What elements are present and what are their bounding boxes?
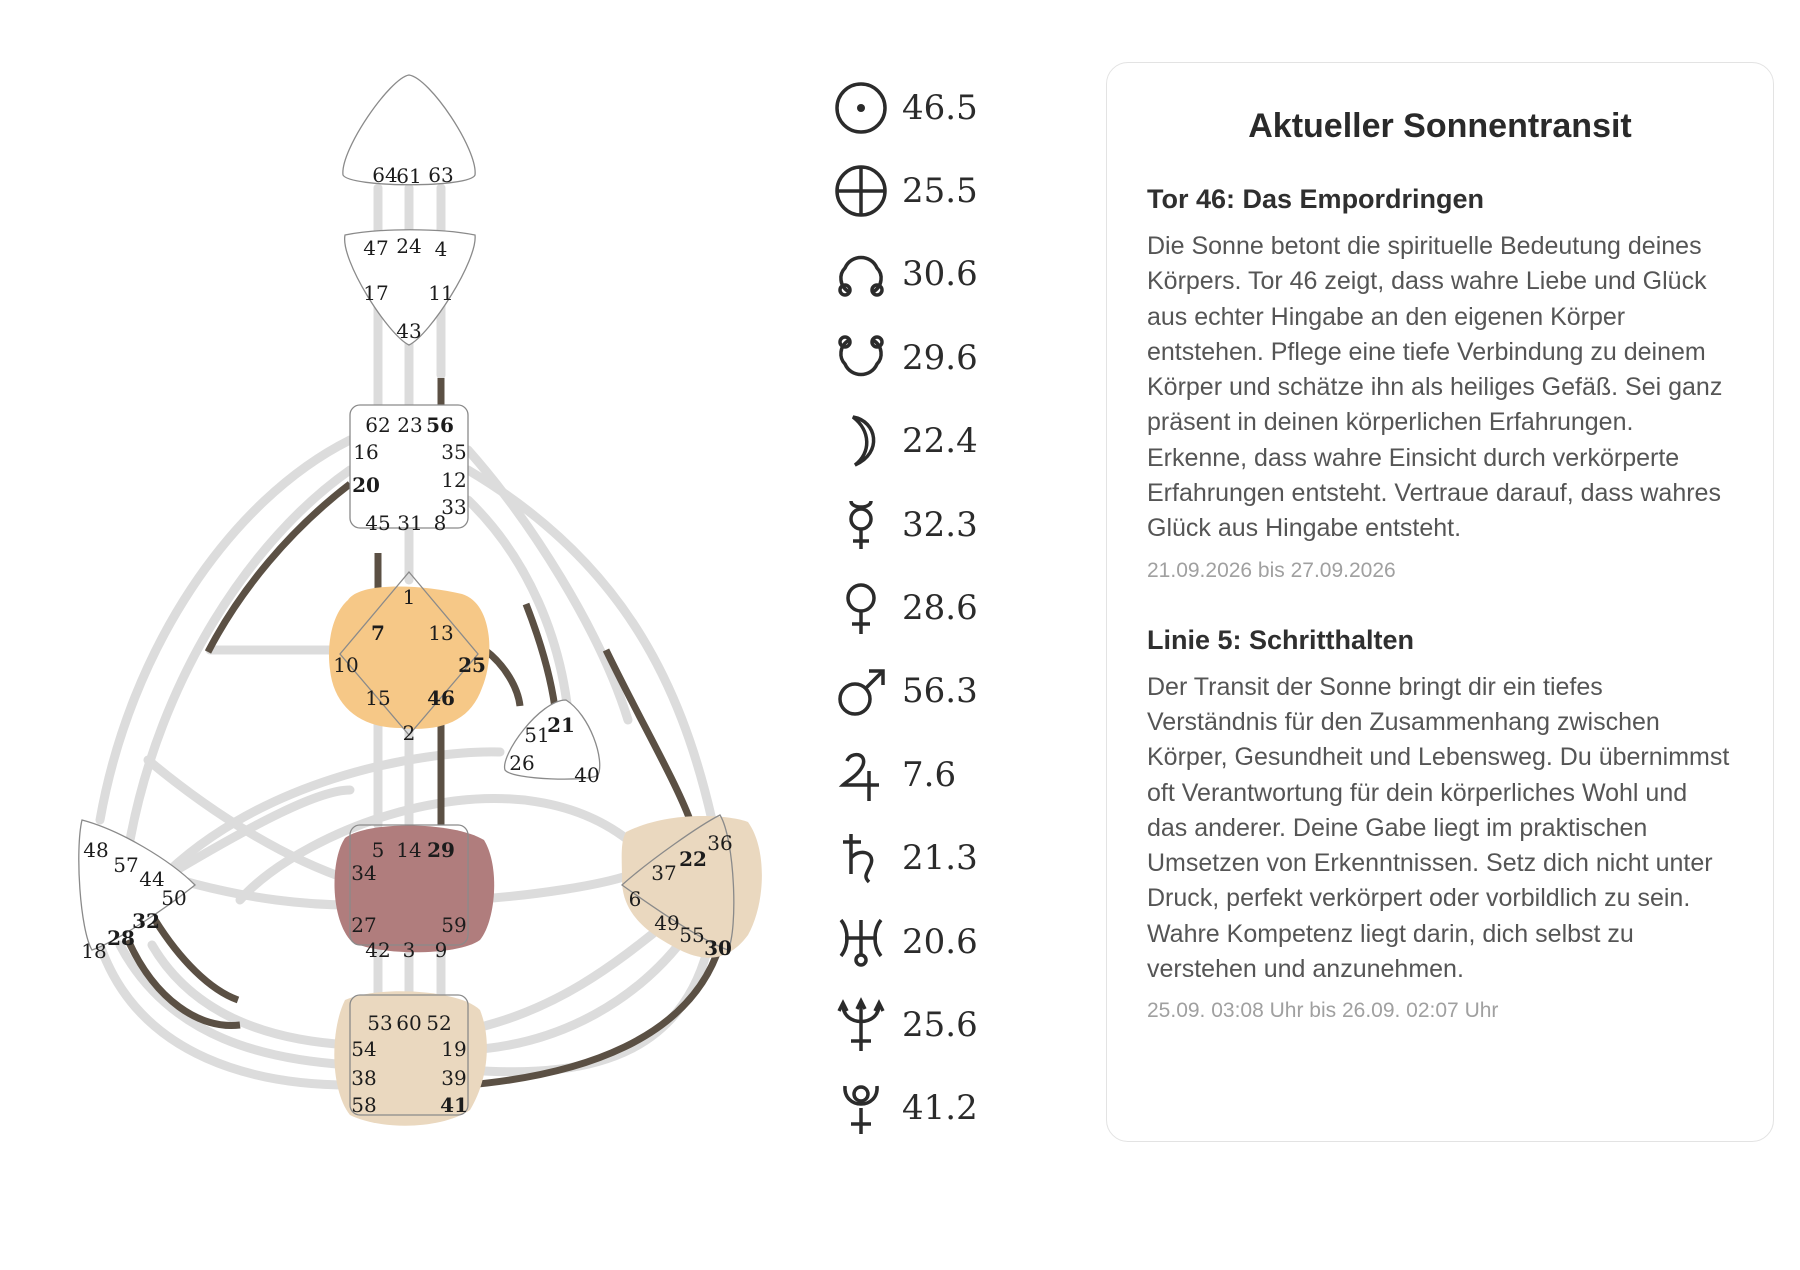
gate-label-ajna: 43 (396, 319, 422, 343)
planet-value: 32.3 (902, 504, 978, 545)
gate-label-spleen: 32 (132, 909, 160, 933)
planet-row-saturn (832, 817, 1032, 900)
gate-label-sacral: 34 (351, 861, 377, 885)
gate-label-throat: 56 (426, 413, 454, 437)
gate-label-sacral: 5 (371, 838, 385, 862)
gate-label-g: 1 (402, 585, 416, 609)
planet-value: 30.6 (902, 254, 978, 295)
gate-label-g: 7 (371, 621, 385, 645)
planet-row-moon (832, 400, 1032, 483)
gate-label-throat: 12 (441, 468, 467, 492)
line-section (1147, 625, 1733, 1024)
gate-label-g: 46 (427, 686, 455, 710)
planet-row-north-node (832, 233, 1032, 316)
gate-label-spleen: 48 (83, 838, 109, 862)
line-description: Der Transit der Sonne bringt dir ein tiefes Verständnis für den Zusammenhang zwischen Körper, Gesundheit und Lebensweg. Du übernimmst oft Verantwortung für dein körperliches Wohl und das anderer. Deine Gabe liegt im praktischen Umsetzen von Erkenntnissen. Setz dich nicht unter Druck, perfekt verkörpert oder vorbildlich zu sein. Wahre Kompetenz liegt darin, dich selbst zu verstehen und anzunehmen. (1147, 672, 1730, 984)
gate-label-g: 10 (333, 653, 359, 677)
uranus-icon (832, 913, 890, 971)
gate-label-throat: 20 (352, 473, 380, 497)
planet-row-venus (832, 566, 1032, 649)
planet-value: 28.6 (902, 588, 978, 629)
south-node-icon (832, 329, 890, 387)
gate-label-head: 64 (372, 163, 398, 187)
gate-label-ajna: 17 (363, 281, 389, 305)
planet-value: 29.6 (902, 337, 978, 378)
planet-value: 46.5 (902, 87, 978, 128)
gate-label-g: 15 (365, 686, 391, 710)
gate-label-spleen: 44 (139, 867, 165, 891)
gate-label-throat: 23 (397, 413, 423, 437)
mercury-icon (832, 496, 890, 554)
gate-label-throat: 31 (397, 511, 423, 535)
card-title: Aktueller Sonnentransit (1248, 107, 1632, 145)
planet-row-uranus (832, 900, 1032, 983)
gate-label-root: 60 (396, 1011, 422, 1035)
line-title: Linie 5: Schritthalten (1147, 624, 1415, 655)
planet-value: 21.3 (902, 838, 978, 879)
gate-label-root: 53 (367, 1011, 393, 1035)
gate-label-g: 2 (402, 721, 416, 745)
gate-label-ajna: 24 (396, 234, 422, 258)
planet-value: 41.2 (902, 1088, 978, 1129)
sun-icon (832, 79, 890, 137)
planet-value: 7.6 (902, 754, 957, 795)
gate-label-solar_plexus: 36 (707, 831, 733, 855)
neptune-icon (832, 996, 890, 1054)
gate-label-heart: 51 (524, 723, 550, 747)
gate-label-throat: 33 (441, 495, 467, 519)
bodygraph-chart (0, 0, 800, 1270)
gate-label-throat: 16 (353, 440, 379, 464)
gate-section (1147, 184, 1733, 583)
planet-row-jupiter (832, 733, 1032, 816)
gate-label-solar_plexus: 49 (654, 911, 680, 935)
planet-value: 20.6 (902, 921, 978, 962)
gate-label-spleen: 28 (107, 926, 135, 950)
gate-label-g: 25 (458, 653, 486, 677)
planet-row-sun (832, 66, 1032, 149)
planet-row-mercury (832, 483, 1032, 566)
gate-label-heart: 40 (574, 763, 600, 787)
gate-label-root: 19 (441, 1037, 467, 1061)
gate-label-root: 39 (441, 1066, 467, 1090)
planet-row-earth (832, 149, 1032, 232)
transit-card (1106, 62, 1774, 1142)
gate-label-sacral: 3 (402, 938, 416, 962)
gate-title: Tor 46: Das Empordringen (1147, 184, 1485, 214)
gate-label-g: 13 (428, 621, 454, 645)
gate-label-root: 58 (351, 1093, 377, 1117)
saturn-icon (832, 829, 890, 887)
planet-row-neptune (832, 983, 1032, 1066)
north-node-icon (832, 245, 890, 303)
gate-label-spleen: 18 (81, 939, 107, 963)
gate-label-sacral: 29 (427, 838, 455, 862)
gate-label-heart: 21 (547, 713, 575, 737)
planet-list (832, 66, 1032, 1150)
gate-label-throat: 8 (433, 511, 447, 535)
gate-label-head: 63 (428, 163, 454, 187)
pluto-icon (832, 1079, 890, 1137)
venus-icon (832, 579, 890, 637)
jupiter-icon (832, 746, 890, 804)
gate-label-solar_plexus: 37 (651, 861, 677, 885)
gate-label-solar_plexus: 30 (704, 936, 732, 960)
gate-description: Die Sonne betont die spirituelle Bedeutung deines Körpers. Tor 46 zeigt, dass wahre Liebe und Glück aus echter Hingabe an den eigenen Körper entstehen. Pflege eine tiefe Verbindung zu deinem Körper und schätze ihn als heiliges Gefäß. Sei ganz präsent in deinen körperlichen Erfahrungen. Erkenne, dass wahre Einsicht durch verkörperte Erfahrungen entsteht. Vertraue darauf, dass wahres Glück aus Hingabe entsteht. (1147, 232, 1723, 543)
gate-label-head: 61 (396, 164, 422, 188)
gate-label-root: 41 (440, 1093, 468, 1117)
gate-label-sacral: 42 (365, 938, 391, 962)
gate-label-solar_plexus: 22 (679, 847, 707, 871)
gate-label-spleen: 57 (113, 853, 139, 877)
gate-label-heart: 26 (509, 751, 535, 775)
earth-icon (832, 162, 890, 220)
gate-label-ajna: 11 (428, 281, 454, 305)
planet-row-south-node (832, 316, 1032, 399)
mars-icon (832, 662, 890, 720)
gate-label-sacral: 9 (434, 938, 448, 962)
gate-label-sacral: 59 (441, 913, 467, 937)
line-date-range: 25.09. 03:08 Uhr bis 26.09. 02:07 Uhr (1147, 999, 1499, 1023)
gate-label-solar_plexus: 55 (679, 923, 705, 947)
planet-value: 22.4 (902, 421, 978, 462)
moon-icon (832, 412, 890, 470)
gate-date-range: 21.09.2026 bis 27.09.2026 (1147, 558, 1396, 582)
planet-value: 56.3 (902, 671, 978, 712)
gate-label-sacral: 14 (396, 838, 422, 862)
gate-label-throat: 35 (441, 440, 467, 464)
gate-label-throat: 62 (365, 413, 391, 437)
gate-label-root: 38 (351, 1066, 377, 1090)
planet-row-pluto (832, 1067, 1032, 1150)
gate-label-throat: 45 (365, 511, 391, 535)
gate-label-sacral: 27 (351, 913, 377, 937)
gate-label-root: 54 (351, 1037, 377, 1061)
gate-label-root: 52 (426, 1011, 452, 1035)
gate-label-ajna: 47 (363, 236, 389, 260)
gate-label-solar_plexus: 6 (628, 887, 642, 911)
planet-value: 25.6 (902, 1004, 978, 1045)
gate-label-spleen: 50 (161, 886, 187, 910)
planet-value: 25.5 (902, 171, 978, 212)
planet-row-mars (832, 650, 1032, 733)
gate-label-ajna: 4 (434, 237, 448, 261)
